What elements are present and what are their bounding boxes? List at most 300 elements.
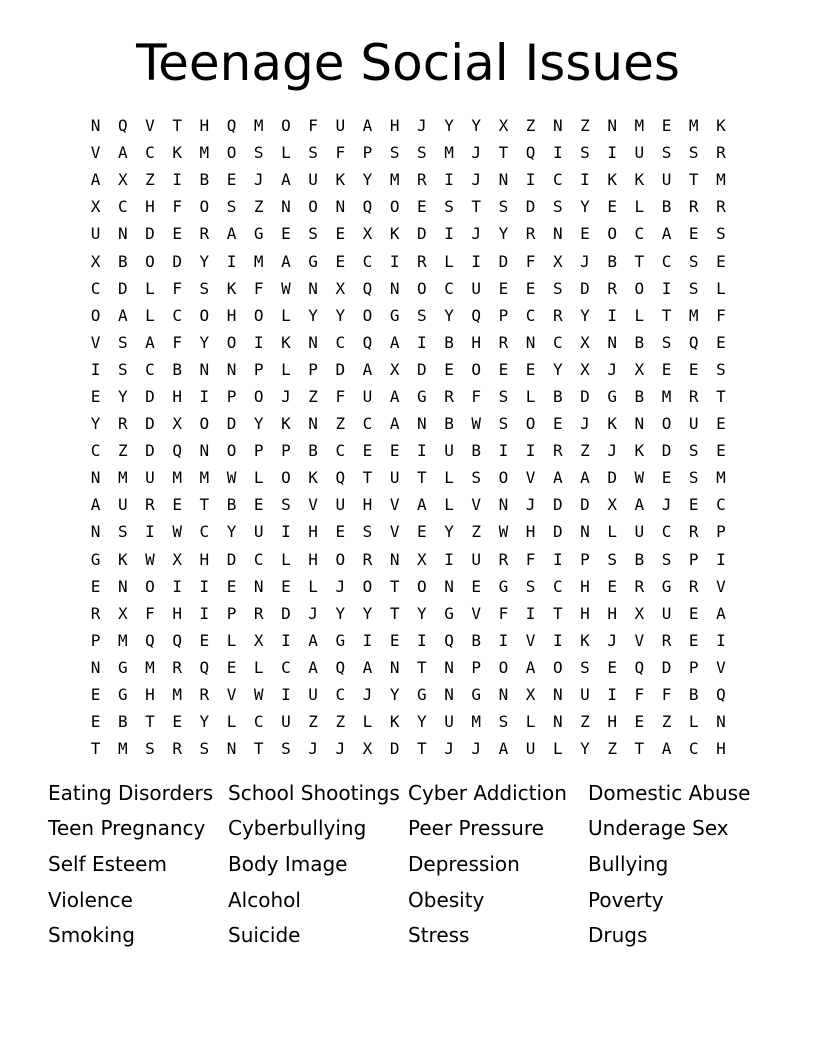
word-list-item: Domestic Abuse [588, 780, 751, 805]
grid-letter: D [417, 224, 427, 244]
grid-letter: V [716, 576, 726, 596]
grid-letter: E [281, 576, 291, 596]
grid-letter: U [471, 549, 482, 569]
grid-letter: U [335, 495, 346, 515]
grid-letter: J [444, 739, 454, 759]
grid-letter: Q [117, 116, 128, 136]
grid-letter: Y [308, 305, 318, 325]
grid-letter: Y [444, 116, 454, 136]
grid-letter: N [552, 116, 563, 136]
grid-letter: I [444, 170, 454, 190]
word-list-item: Eating Disorders [48, 780, 214, 805]
grid-letter: R [172, 739, 182, 759]
grid-letter: X [90, 197, 101, 217]
grid-letter: J [471, 739, 482, 759]
grid-letter: E [661, 468, 672, 488]
grid-letter: U [90, 224, 101, 244]
grid-letter: E [335, 251, 346, 271]
grid-letter: X [634, 359, 645, 379]
grid-letter: U [389, 468, 400, 488]
grid-letter: M [199, 468, 210, 488]
grid-letter: F [661, 685, 672, 705]
grid-letter: G [308, 251, 318, 271]
grid-letter: N [389, 549, 400, 569]
grid-letter: T [498, 143, 509, 163]
grid-letter: J [362, 685, 373, 705]
grid-letter: S [253, 143, 264, 163]
grid-letter: I [389, 251, 400, 271]
grid-letter: A [117, 305, 128, 325]
grid-letter: S [661, 143, 672, 163]
grid-letter: J [607, 441, 617, 461]
grid-row [82, 275, 736, 302]
grid-letter: H [145, 197, 155, 217]
grid-letter: E [688, 224, 699, 244]
grid-letter: B [471, 441, 482, 461]
word-list [48, 775, 788, 953]
grid-letter: M [117, 468, 128, 488]
grid-letter: H [226, 305, 237, 325]
grid-letter: I [172, 576, 182, 596]
grid-letter: L [444, 251, 454, 271]
grid-letter: J [253, 170, 264, 190]
grid-letter: S [498, 414, 509, 434]
grid-letter: L [362, 712, 373, 732]
grid-letter: D [580, 278, 590, 298]
grid-letter: B [117, 251, 128, 271]
grid-row [82, 410, 736, 437]
grid-letter: M [117, 630, 128, 650]
grid-row [82, 654, 736, 681]
grid-row [82, 708, 736, 735]
grid-letter: E [716, 251, 726, 271]
grid-letter: L [634, 197, 645, 217]
grid-letter: M [634, 116, 645, 136]
grid-letter: T [417, 468, 427, 488]
grid-letter: Y [117, 386, 128, 406]
grid-letter: Z [661, 712, 672, 732]
grid-letter: N [552, 712, 563, 732]
grid-letter: H [580, 603, 590, 623]
grid-letter: A [389, 386, 400, 406]
grid-letter: T [389, 603, 400, 623]
grid-letter: C [362, 251, 373, 271]
grid-letter: G [498, 576, 509, 596]
grid-letter: W [145, 549, 155, 569]
grid-letter: N [634, 414, 645, 434]
grid-letter: A [308, 630, 318, 650]
letter-grid [82, 112, 736, 760]
grid-letter: P [716, 522, 726, 542]
grid-letter: Y [362, 603, 373, 623]
grid-row [82, 383, 736, 410]
grid-letter: E [716, 414, 726, 434]
grid-letter: H [362, 495, 373, 515]
grid-letter: Y [444, 522, 454, 542]
grid-letter: L [688, 712, 699, 732]
grid-letter: Y [90, 414, 101, 434]
grid-row [82, 437, 736, 464]
grid-letter: P [688, 657, 699, 677]
grid-letter: K [389, 224, 400, 244]
grid-letter: O [389, 197, 400, 217]
grid-letter: L [281, 305, 291, 325]
grid-letter: L [281, 549, 291, 569]
grid-letter: I [661, 278, 672, 298]
grid-letter: C [716, 495, 726, 515]
grid-letter: Y [552, 359, 563, 379]
grid-letter: N [117, 224, 128, 244]
word-list-item: Underage Sex [588, 816, 729, 841]
grid-letter: A [145, 332, 155, 352]
word-list-item: Body Image [228, 851, 348, 876]
grid-letter: Z [471, 522, 482, 542]
grid-letter: I [90, 359, 101, 379]
grid-letter: I [552, 143, 563, 163]
grid-letter: R [199, 224, 210, 244]
grid-letter: E [417, 522, 427, 542]
grid-letter: S [199, 278, 210, 298]
grid-letter: P [253, 441, 264, 461]
grid-letter: G [389, 305, 400, 325]
grid-row [82, 518, 736, 545]
grid-letter: Q [362, 278, 373, 298]
grid-letter: J [607, 359, 617, 379]
grid-letter: Z [253, 197, 264, 217]
word-list-item: Stress [408, 923, 470, 948]
grid-letter: O [552, 657, 563, 677]
grid-row [82, 681, 736, 708]
grid-letter: L [145, 278, 155, 298]
grid-letter: E [172, 495, 182, 515]
grid-letter: B [199, 170, 210, 190]
grid-letter: I [607, 143, 617, 163]
grid-letter: D [145, 224, 155, 244]
grid-letter: H [580, 576, 590, 596]
grid-letter: F [716, 305, 726, 325]
grid-letter: B [444, 414, 454, 434]
grid-letter: R [716, 143, 726, 163]
grid-letter: U [117, 495, 128, 515]
grid-letter: E [607, 657, 617, 677]
grid-letter: Q [172, 630, 182, 650]
grid-letter: I [552, 549, 563, 569]
grid-letter: Z [308, 712, 318, 732]
grid-row [82, 166, 736, 193]
grid-letter: B [634, 549, 645, 569]
grid-letter: U [661, 170, 672, 190]
grid-letter: E [688, 630, 699, 650]
grid-letter: K [281, 332, 291, 352]
grid-letter: K [226, 278, 237, 298]
grid-row [82, 491, 736, 518]
grid-letter: K [172, 143, 182, 163]
grid-letter: O [226, 143, 237, 163]
grid-letter: S [498, 712, 509, 732]
grid-letter: M [716, 468, 726, 488]
grid-letter: L [525, 386, 536, 406]
grid-letter: U [525, 739, 536, 759]
grid-letter: E [226, 657, 237, 677]
grid-letter: O [145, 251, 155, 271]
grid-letter: S [308, 143, 318, 163]
grid-letter: S [688, 143, 699, 163]
grid-letter: U [471, 278, 482, 298]
grid-letter: S [525, 576, 536, 596]
grid-letter: E [552, 414, 563, 434]
grid-letter: I [417, 630, 427, 650]
grid-letter: Q [335, 657, 346, 677]
grid-letter: H [172, 386, 182, 406]
grid-letter: U [580, 685, 590, 705]
grid-letter: E [525, 278, 536, 298]
word-list-item: Drugs [588, 923, 648, 948]
grid-letter: R [661, 630, 672, 650]
grid-letter: O [90, 305, 101, 325]
grid-letter: L [525, 712, 536, 732]
grid-letter: Z [335, 414, 346, 434]
grid-letter: C [444, 278, 454, 298]
grid-letter: M [253, 251, 264, 271]
word-list-row [48, 882, 788, 918]
grid-letter: I [226, 251, 237, 271]
grid-letter: N [308, 278, 318, 298]
grid-letter: C [552, 332, 563, 352]
grid-letter: S [661, 549, 672, 569]
grid-letter: C [172, 305, 182, 325]
word-list-item: Suicide [228, 923, 301, 948]
grid-letter: A [661, 224, 672, 244]
grid-letter: X [634, 603, 645, 623]
grid-letter: V [525, 630, 536, 650]
grid-letter: U [335, 116, 346, 136]
grid-letter: G [117, 685, 128, 705]
grid-letter: I [199, 386, 210, 406]
grid-letter: W [471, 414, 482, 434]
grid-letter: J [308, 739, 318, 759]
grid-letter: F [145, 603, 155, 623]
grid-letter: N [308, 414, 318, 434]
grid-letter: C [552, 170, 563, 190]
grid-letter: S [117, 522, 128, 542]
grid-letter: R [90, 603, 101, 623]
grid-letter: U [362, 386, 373, 406]
grid-letter: Q [688, 332, 699, 352]
grid-letter: C [90, 441, 101, 461]
grid-letter: N [281, 197, 291, 217]
grid-letter: O [498, 468, 509, 488]
grid-letter: F [253, 278, 264, 298]
grid-letter: X [552, 251, 563, 271]
grid-letter: U [281, 712, 291, 732]
grid-letter: N [389, 278, 400, 298]
grid-letter: E [688, 359, 699, 379]
grid-letter: J [471, 143, 482, 163]
grid-letter: B [471, 630, 482, 650]
grid-letter: T [389, 576, 400, 596]
grid-letter: W [172, 522, 182, 542]
grid-letter: L [716, 278, 726, 298]
grid-letter: C [362, 414, 373, 434]
grid-letter: L [281, 143, 291, 163]
grid-letter: L [253, 468, 264, 488]
page-title: Teenage Social Issues [136, 34, 680, 92]
grid-letter: F [335, 386, 346, 406]
grid-letter: P [253, 359, 264, 379]
grid-letter: V [716, 657, 726, 677]
grid-letter: E [607, 576, 617, 596]
grid-letter: N [607, 116, 617, 136]
grid-letter: T [661, 305, 672, 325]
grid-letter: T [362, 468, 373, 488]
grid-letter: Z [308, 386, 318, 406]
grid-letter: N [389, 657, 400, 677]
grid-row [82, 329, 736, 356]
grid-letter: A [362, 657, 373, 677]
grid-letter: H [145, 685, 155, 705]
grid-letter: K [634, 170, 645, 190]
grid-letter: C [281, 657, 291, 677]
grid-letter: K [716, 116, 726, 136]
grid-letter: B [634, 386, 645, 406]
grid-letter: G [417, 685, 427, 705]
grid-letter: T [145, 712, 155, 732]
word-list-item: School Shootings [228, 780, 400, 805]
grid-letter: P [90, 630, 101, 650]
grid-letter: S [498, 197, 509, 217]
word-list-item: Self Esteem [48, 851, 167, 876]
grid-letter: I [552, 630, 563, 650]
grid-letter: I [580, 170, 590, 190]
grid-letter: L [253, 657, 264, 677]
grid-letter: R [145, 495, 155, 515]
grid-letter: N [552, 685, 563, 705]
grid-letter: N [226, 359, 237, 379]
grid-letter: H [607, 603, 617, 623]
grid-letter: J [471, 170, 482, 190]
grid-letter: Z [580, 712, 590, 732]
word-list-row [48, 811, 788, 847]
grid-letter: V [471, 495, 482, 515]
grid-letter: D [607, 468, 617, 488]
grid-letter: V [471, 603, 482, 623]
grid-letter: S [117, 359, 128, 379]
grid-letter: T [417, 657, 427, 677]
grid-letter: O [199, 305, 210, 325]
grid-letter: F [525, 549, 536, 569]
grid-letter: S [444, 197, 454, 217]
grid-letter: Y [580, 197, 590, 217]
grid-letter: I [362, 630, 373, 650]
grid-letter: N [444, 657, 454, 677]
grid-letter: I [145, 522, 155, 542]
grid-letter: D [117, 278, 128, 298]
grid-letter: M [661, 386, 672, 406]
grid-letter: Q [199, 657, 210, 677]
grid-letter: P [226, 603, 237, 623]
grid-letter: P [362, 143, 373, 163]
grid-row [82, 247, 736, 274]
word-list-row [48, 917, 788, 953]
grid-letter: B [607, 251, 617, 271]
grid-letter: O [417, 576, 427, 596]
grid-letter: O [253, 305, 264, 325]
grid-letter: N [90, 468, 101, 488]
grid-letter: V [525, 468, 536, 488]
grid-letter: G [661, 576, 672, 596]
grid-letter: H [199, 549, 210, 569]
grid-letter: M [444, 143, 454, 163]
grid-letter: V [145, 116, 155, 136]
grid-letter: E [661, 116, 672, 136]
grid-letter: H [389, 116, 400, 136]
word-list-item: Cyberbullying [228, 816, 367, 841]
grid-letter: A [117, 143, 128, 163]
grid-letter: C [634, 224, 645, 244]
grid-letter: A [661, 739, 672, 759]
grid-letter: E [335, 522, 346, 542]
grid-letter: H [199, 116, 210, 136]
grid-letter: T [253, 739, 264, 759]
grid-letter: D [145, 441, 155, 461]
word-list-item: Obesity [408, 887, 485, 912]
grid-letter: F [172, 278, 182, 298]
grid-letter: T [90, 739, 101, 759]
grid-letter: S [607, 549, 617, 569]
word-list-item: Teen Pregnancy [48, 816, 206, 841]
grid-letter: A [525, 657, 536, 677]
grid-letter: Z [335, 712, 346, 732]
grid-letter: E [498, 359, 509, 379]
grid-letter: X [172, 414, 182, 434]
grid-row [82, 302, 736, 329]
grid-letter: M [172, 685, 182, 705]
grid-letter: Z [525, 116, 536, 136]
grid-letter: Z [117, 441, 128, 461]
grid-letter: O [199, 414, 210, 434]
grid-letter: C [688, 739, 699, 759]
grid-letter: I [716, 630, 726, 650]
grid-letter: R [688, 386, 699, 406]
grid-letter: L [226, 630, 237, 650]
grid-letter: N [444, 576, 454, 596]
grid-letter: Y [417, 712, 427, 732]
grid-letter: J [335, 739, 346, 759]
grid-letter: N [444, 685, 454, 705]
grid-letter: X [335, 278, 346, 298]
grid-letter: R [634, 576, 645, 596]
grid-row [82, 139, 736, 166]
grid-letter: U [661, 603, 672, 623]
grid-letter: H [607, 712, 617, 732]
grid-letter: C [335, 685, 346, 705]
grid-letter: B [308, 441, 318, 461]
grid-letter: S [688, 468, 699, 488]
grid-letter: J [471, 224, 482, 244]
grid-letter: A [389, 414, 400, 434]
grid-letter: A [634, 495, 645, 515]
grid-letter: S [716, 359, 726, 379]
grid-letter: N [199, 359, 210, 379]
grid-letter: V [90, 143, 101, 163]
grid-row [82, 112, 736, 139]
grid-letter: F [498, 603, 509, 623]
grid-letter: H [716, 739, 726, 759]
grid-row [82, 600, 736, 627]
grid-letter: M [688, 116, 699, 136]
grid-letter: X [607, 495, 617, 515]
grid-letter: I [607, 685, 617, 705]
